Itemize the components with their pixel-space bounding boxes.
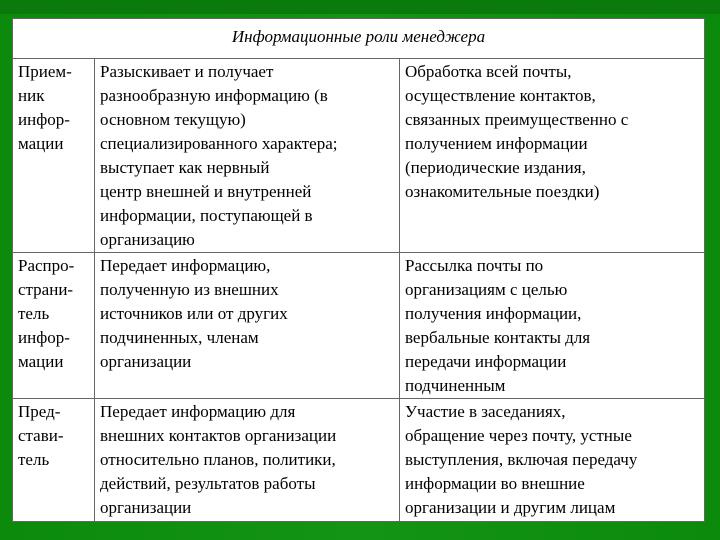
top-stripe — [0, 0, 720, 14]
role-description: Передает информацию для внешних контактов организации относительно планов, политики, действий, результатов работы организации — [100, 402, 337, 517]
table-header-row — [13, 19, 705, 59]
role-description-cell — [95, 59, 400, 253]
table-row — [13, 59, 705, 253]
role-description: Передает информацию, полученную из внешних источников или от других подчиненных, членам организации — [100, 256, 288, 371]
table-title: Информационные роли менеджера — [13, 19, 705, 59]
role-name: Прием- ник инфор- мации — [18, 62, 72, 153]
role-activities: Участие в заседаниях, обращение через почту, устные выступления, включая передачу информации во внешние организации и другим лицам — [404, 402, 638, 517]
role-activities-cell — [399, 253, 704, 399]
role-description-cell — [95, 253, 400, 399]
role-description-cell — [95, 399, 400, 522]
role-name-cell — [13, 399, 95, 522]
information-roles-table — [12, 18, 705, 522]
role-activities: Рассылка почты по организациям с целью получения информации, вербальные контакты для передачи информации подчиненным — [404, 256, 591, 395]
role-activities-cell — [399, 59, 704, 253]
role-name-cell — [13, 59, 95, 253]
table-row — [13, 399, 705, 522]
table-row — [13, 253, 705, 399]
role-activities-cell — [399, 399, 704, 522]
role-name: Пред- стави- тель — [18, 402, 64, 469]
role-name: Распро- страни- тель инфор- мации — [18, 256, 75, 371]
role-description: Разыскивает и получает разнообразную информацию (в основном текущую) специализированного характера; выступает как нервный центр внешней и внутренней информации, поступающей в организацию — [100, 62, 338, 249]
role-name-cell — [13, 253, 95, 399]
role-activities: Обработка всей почты, осуществление контактов, связанных преимущественно с получением информации (периодические издания, ознакомительные поездки) — [404, 62, 629, 201]
